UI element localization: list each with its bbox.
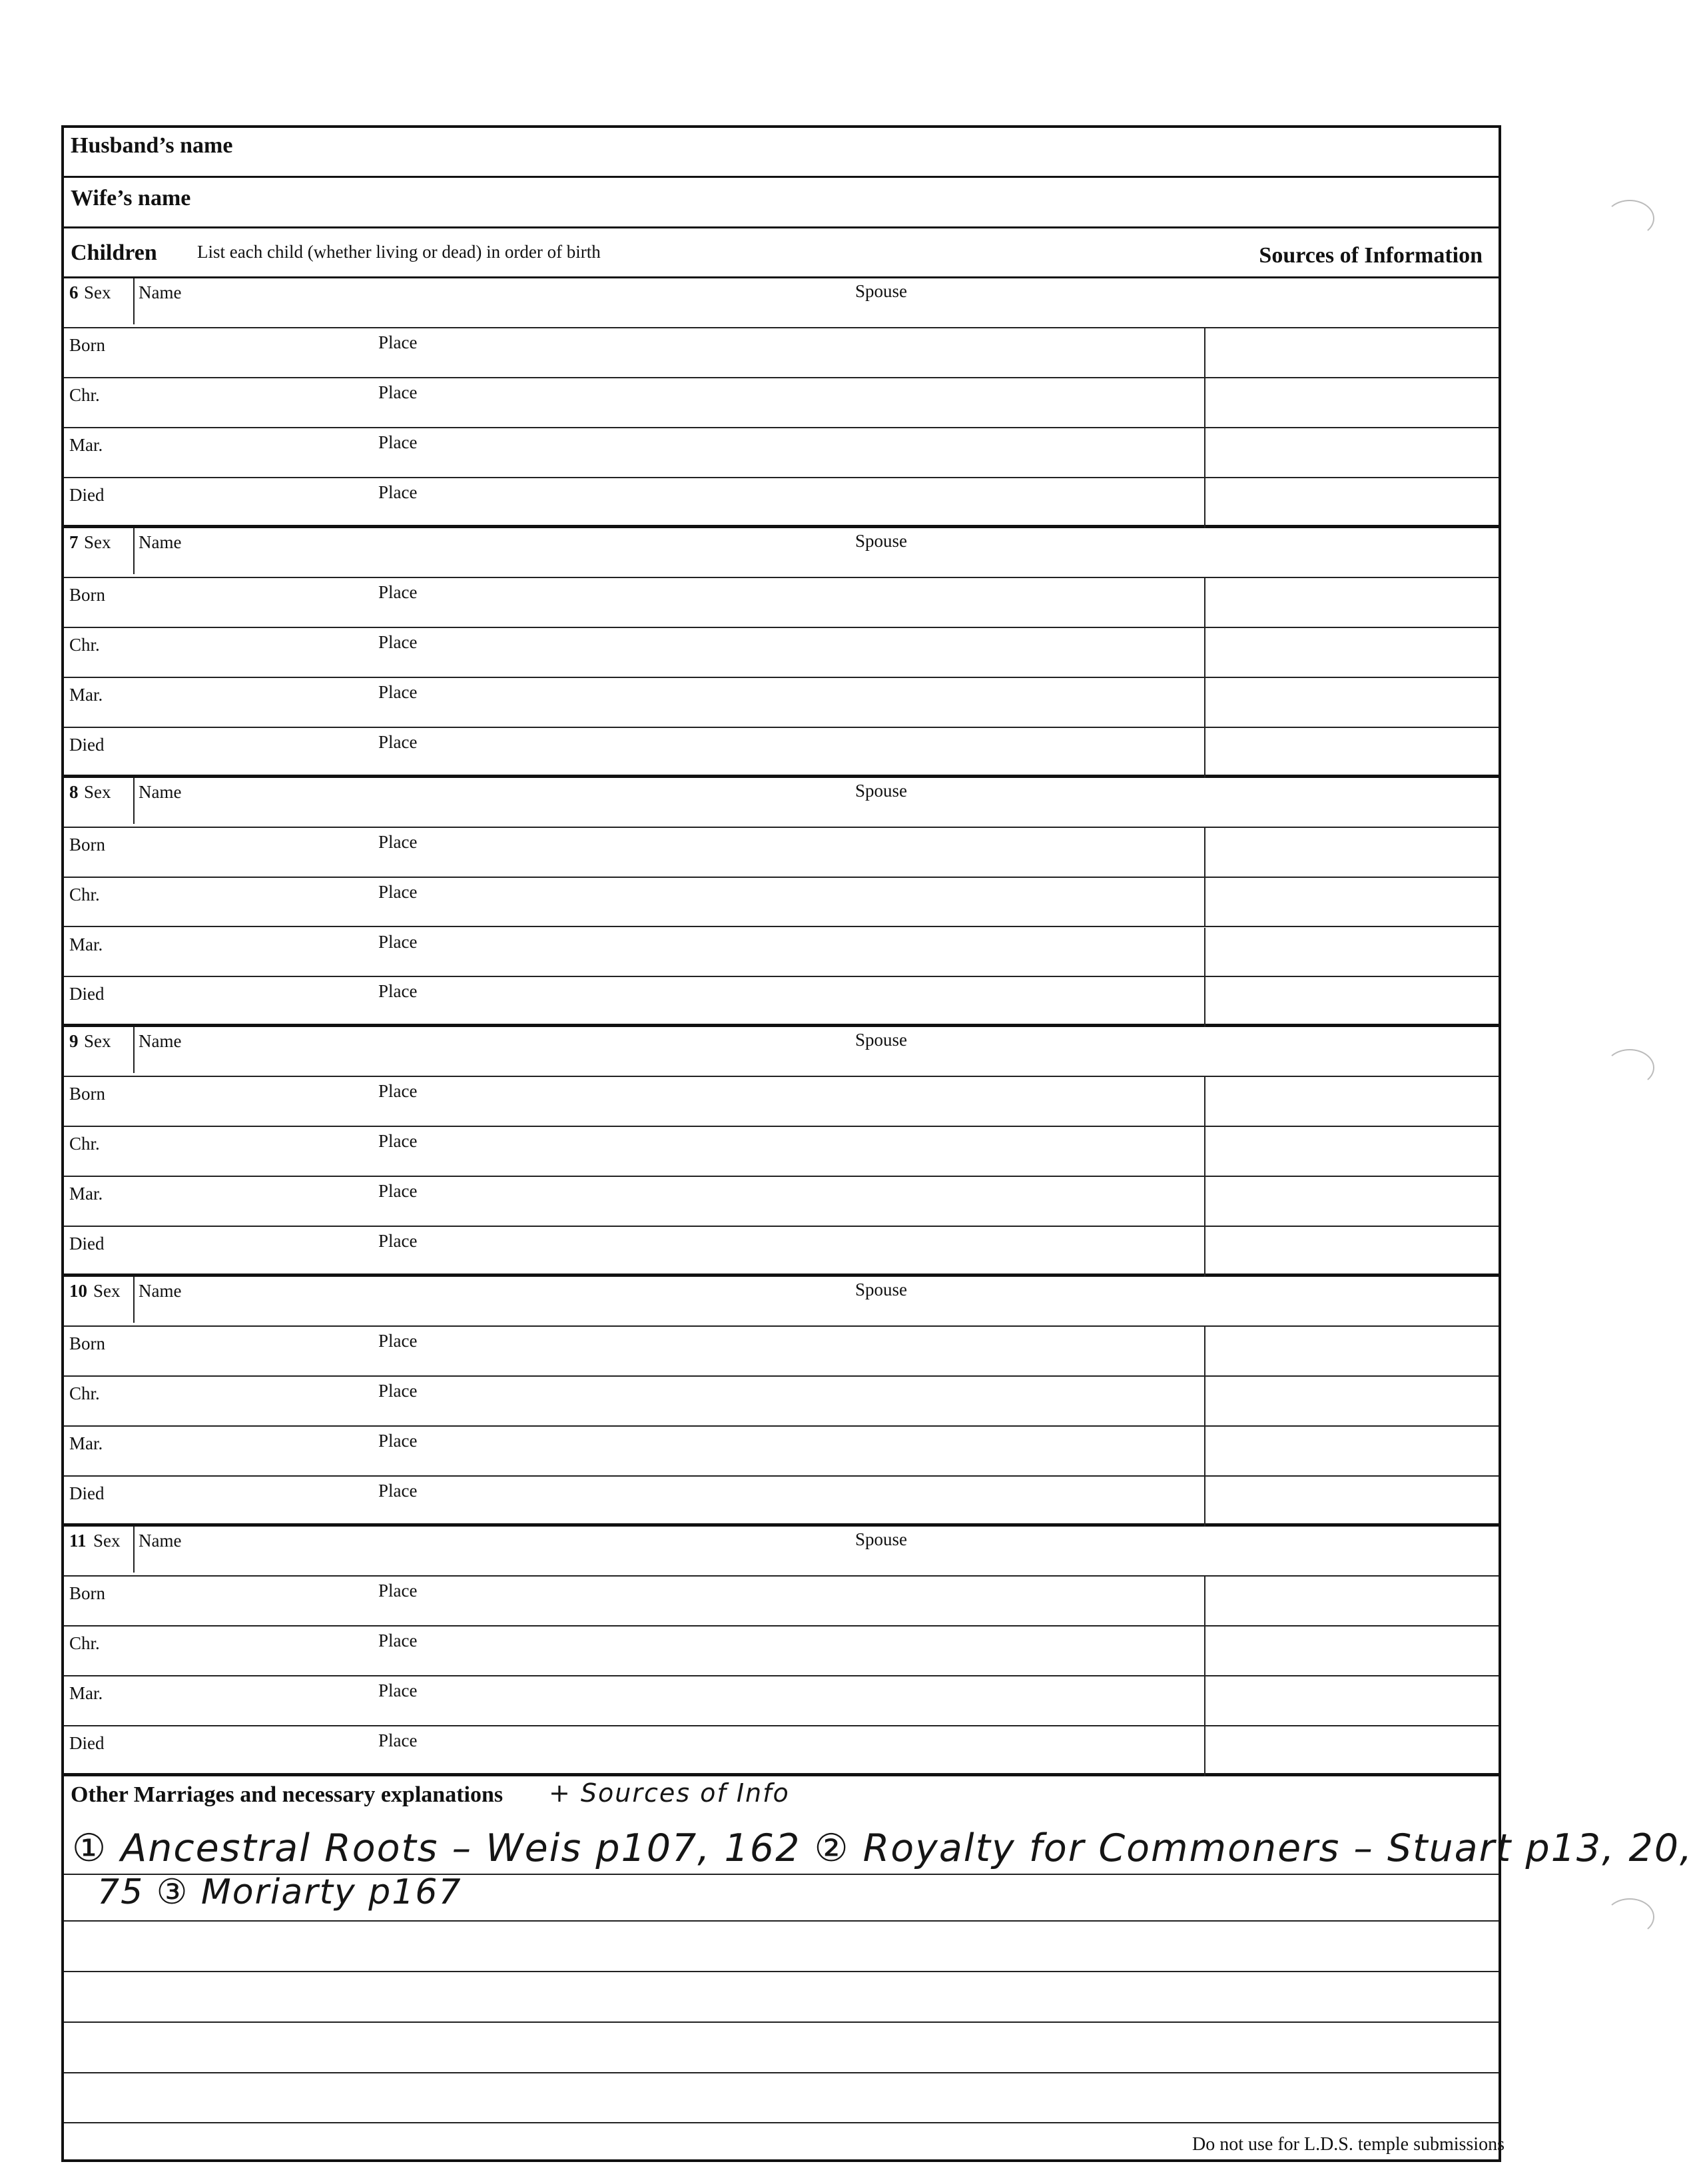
footer-note: Do not use for L.D.S. temple submissions bbox=[1192, 2134, 1505, 2155]
place-label: Place bbox=[378, 881, 418, 902]
mar-label: Mar. bbox=[69, 684, 103, 705]
event-row-mar bbox=[64, 678, 1499, 728]
place-label: Place bbox=[378, 1630, 418, 1650]
name-label: Name bbox=[139, 532, 182, 552]
event-row-born bbox=[64, 1077, 1499, 1127]
event-row-chr bbox=[64, 1627, 1499, 1676]
place-label: Place bbox=[378, 631, 418, 652]
place-label: Place bbox=[378, 1331, 418, 1351]
sources-column-divider bbox=[1204, 1427, 1205, 1477]
sources-column-divider bbox=[1204, 478, 1205, 528]
sources-column-divider bbox=[1204, 578, 1205, 628]
sources-column-divider bbox=[1204, 928, 1205, 978]
event-row-chr bbox=[64, 378, 1499, 428]
spouse-label: Spouse bbox=[855, 1279, 908, 1300]
sex-label: Sex bbox=[84, 1031, 111, 1052]
handwritten-sources-line-1: ① Ancestral Roots – Weis p107, 162 ② Royalty for Commoners – Stuart p13, 20, bbox=[72, 1826, 1694, 1870]
wife-row bbox=[64, 178, 1499, 228]
sex-divider bbox=[133, 1277, 135, 1323]
handwritten-sources-line-2: 75 ③ Moriarty p167 bbox=[97, 1872, 462, 1912]
place-label: Place bbox=[378, 681, 418, 702]
handwritten-line-2 bbox=[64, 1872, 1499, 1922]
sources-label: Sources of Information bbox=[1259, 243, 1483, 268]
born-label: Born bbox=[69, 584, 105, 605]
place-label: Place bbox=[378, 1481, 418, 1501]
punch-hole-top bbox=[1605, 200, 1654, 237]
place-label: Place bbox=[378, 1381, 418, 1401]
sex-divider bbox=[133, 1027, 135, 1073]
died-label: Died bbox=[69, 984, 105, 1004]
place-label: Place bbox=[378, 1131, 418, 1152]
chr-label: Chr. bbox=[69, 884, 100, 905]
sources-column-divider bbox=[1204, 378, 1205, 428]
child-number: 10 bbox=[69, 1281, 87, 1301]
event-row-chr bbox=[64, 1127, 1499, 1177]
died-label: Died bbox=[69, 734, 105, 755]
place-label: Place bbox=[378, 731, 418, 752]
name-label: Name bbox=[139, 1281, 182, 1301]
sources-column-divider bbox=[1204, 1377, 1205, 1427]
event-row-chr bbox=[64, 878, 1499, 928]
event-row-mar bbox=[64, 428, 1499, 478]
mar-label: Mar. bbox=[69, 1184, 103, 1204]
sources-column-divider bbox=[1204, 1676, 1205, 1726]
children-label: Children bbox=[71, 240, 157, 265]
born-label: Born bbox=[69, 335, 105, 355]
other-marriages-label: Other Marriages and necessary explanations bbox=[71, 1782, 504, 1807]
chr-label: Chr. bbox=[69, 384, 100, 405]
born-label: Born bbox=[69, 1333, 105, 1354]
sex-label: Sex bbox=[84, 282, 111, 302]
family-group-form bbox=[61, 125, 1694, 2162]
event-row-mar bbox=[64, 1427, 1499, 1477]
place-label: Place bbox=[378, 981, 418, 1002]
event-row-born bbox=[64, 1327, 1499, 1377]
place-label: Place bbox=[378, 931, 418, 952]
born-label: Born bbox=[69, 1583, 105, 1603]
wife-label: Wife’s name bbox=[71, 186, 191, 210]
sources-column-divider bbox=[1204, 1227, 1205, 1277]
sex-divider bbox=[133, 1527, 135, 1573]
event-row-chr bbox=[64, 1377, 1499, 1427]
sources-column-divider bbox=[1204, 977, 1205, 1027]
chr-label: Chr. bbox=[69, 634, 100, 655]
sources-column-divider bbox=[1204, 1726, 1205, 1776]
sources-column-divider bbox=[1204, 1127, 1205, 1177]
place-label: Place bbox=[378, 1231, 418, 1252]
sources-column-divider bbox=[1204, 1177, 1205, 1227]
name-label: Name bbox=[139, 781, 182, 802]
place-label: Place bbox=[378, 332, 418, 352]
sources-column-divider bbox=[1204, 1477, 1205, 1527]
sources-column-divider bbox=[1204, 328, 1205, 378]
blank-line-4 bbox=[64, 2073, 1499, 2123]
chr-label: Chr. bbox=[69, 1383, 100, 1404]
sources-column-divider bbox=[1204, 828, 1205, 878]
handwritten-line-1 bbox=[64, 1820, 1694, 1875]
child-name-row bbox=[64, 528, 1499, 578]
punch-hole-middle bbox=[1605, 1049, 1654, 1086]
child-name-row bbox=[64, 1027, 1499, 1077]
sources-column-divider bbox=[1204, 878, 1205, 928]
event-row-born bbox=[64, 1577, 1499, 1627]
sex-divider bbox=[133, 528, 135, 574]
child-number: 6 bbox=[69, 282, 79, 302]
name-label: Name bbox=[139, 1031, 182, 1052]
place-label: Place bbox=[378, 1431, 418, 1451]
place-label: Place bbox=[378, 432, 418, 452]
child-name-row bbox=[64, 1527, 1499, 1577]
died-label: Died bbox=[69, 1483, 105, 1504]
event-row-mar bbox=[64, 928, 1499, 978]
blank-line-2 bbox=[64, 1972, 1499, 2023]
name-label: Name bbox=[139, 282, 182, 302]
place-label: Place bbox=[378, 831, 418, 852]
died-label: Died bbox=[69, 484, 105, 505]
spouse-label: Spouse bbox=[855, 281, 908, 301]
sources-column-divider bbox=[1204, 728, 1205, 778]
chr-label: Chr. bbox=[69, 1633, 100, 1653]
event-row-died bbox=[64, 977, 1499, 1027]
sources-column-divider bbox=[1204, 428, 1205, 478]
place-label: Place bbox=[378, 382, 418, 402]
place-label: Place bbox=[378, 1081, 418, 1102]
sex-divider bbox=[133, 778, 135, 824]
place-label: Place bbox=[378, 482, 418, 502]
event-row-died bbox=[64, 1726, 1499, 1776]
event-row-died bbox=[64, 1477, 1499, 1527]
mar-label: Mar. bbox=[69, 434, 103, 455]
event-row-died bbox=[64, 478, 1499, 528]
place-label: Place bbox=[378, 581, 418, 602]
event-row-chr bbox=[64, 628, 1499, 678]
spouse-label: Spouse bbox=[855, 780, 908, 801]
other-marriages-note: + Sources of Info bbox=[549, 1778, 790, 1808]
died-label: Died bbox=[69, 1234, 105, 1254]
born-label: Born bbox=[69, 834, 105, 855]
chr-label: Chr. bbox=[69, 1134, 100, 1154]
sources-column-divider bbox=[1204, 1077, 1205, 1127]
child-number: 11 bbox=[69, 1531, 87, 1551]
event-row-born bbox=[64, 328, 1499, 378]
spouse-label: Spouse bbox=[855, 530, 908, 551]
other-marriages-header bbox=[64, 1773, 1499, 1820]
sources-column-divider bbox=[1204, 1327, 1205, 1377]
child-number: 8 bbox=[69, 781, 79, 802]
husband-label: Husband’s name bbox=[71, 133, 233, 158]
child-number: 7 bbox=[69, 532, 79, 552]
event-row-mar bbox=[64, 1676, 1499, 1726]
sex-label: Sex bbox=[93, 1531, 121, 1551]
event-row-died bbox=[64, 728, 1499, 778]
child-name-row bbox=[64, 1277, 1499, 1327]
sources-column-divider bbox=[1204, 628, 1205, 678]
event-row-died bbox=[64, 1227, 1499, 1277]
blank-line-3 bbox=[64, 2023, 1499, 2073]
sources-column-divider bbox=[1204, 1577, 1205, 1627]
child-name-row bbox=[64, 278, 1499, 328]
children-header bbox=[64, 228, 1499, 278]
punch-hole-bottom bbox=[1605, 1898, 1654, 1936]
sources-column-divider bbox=[1204, 1627, 1205, 1676]
spouse-label: Spouse bbox=[855, 1030, 908, 1050]
name-label: Name bbox=[139, 1531, 182, 1551]
sex-divider bbox=[133, 278, 135, 324]
blank-line-1 bbox=[64, 1922, 1499, 1972]
sources-column-divider bbox=[1204, 678, 1205, 728]
born-label: Born bbox=[69, 1084, 105, 1104]
event-row-born bbox=[64, 828, 1499, 878]
sex-label: Sex bbox=[84, 532, 111, 552]
event-row-born bbox=[64, 578, 1499, 628]
mar-label: Mar. bbox=[69, 1433, 103, 1454]
event-row-mar bbox=[64, 1177, 1499, 1227]
sex-label: Sex bbox=[93, 1281, 121, 1301]
place-label: Place bbox=[378, 1680, 418, 1700]
mar-label: Mar. bbox=[69, 1682, 103, 1703]
sex-label: Sex bbox=[84, 781, 111, 802]
husband-row bbox=[64, 128, 1499, 178]
place-label: Place bbox=[378, 1181, 418, 1202]
child-name-row bbox=[64, 778, 1499, 828]
children-instruction: List each child (whether living or dead) in order of birth bbox=[197, 242, 601, 262]
place-label: Place bbox=[378, 1581, 418, 1601]
child-number: 9 bbox=[69, 1031, 79, 1052]
spouse-label: Spouse bbox=[855, 1529, 908, 1549]
mar-label: Mar. bbox=[69, 934, 103, 954]
place-label: Place bbox=[378, 1730, 418, 1750]
died-label: Died bbox=[69, 1732, 105, 1753]
